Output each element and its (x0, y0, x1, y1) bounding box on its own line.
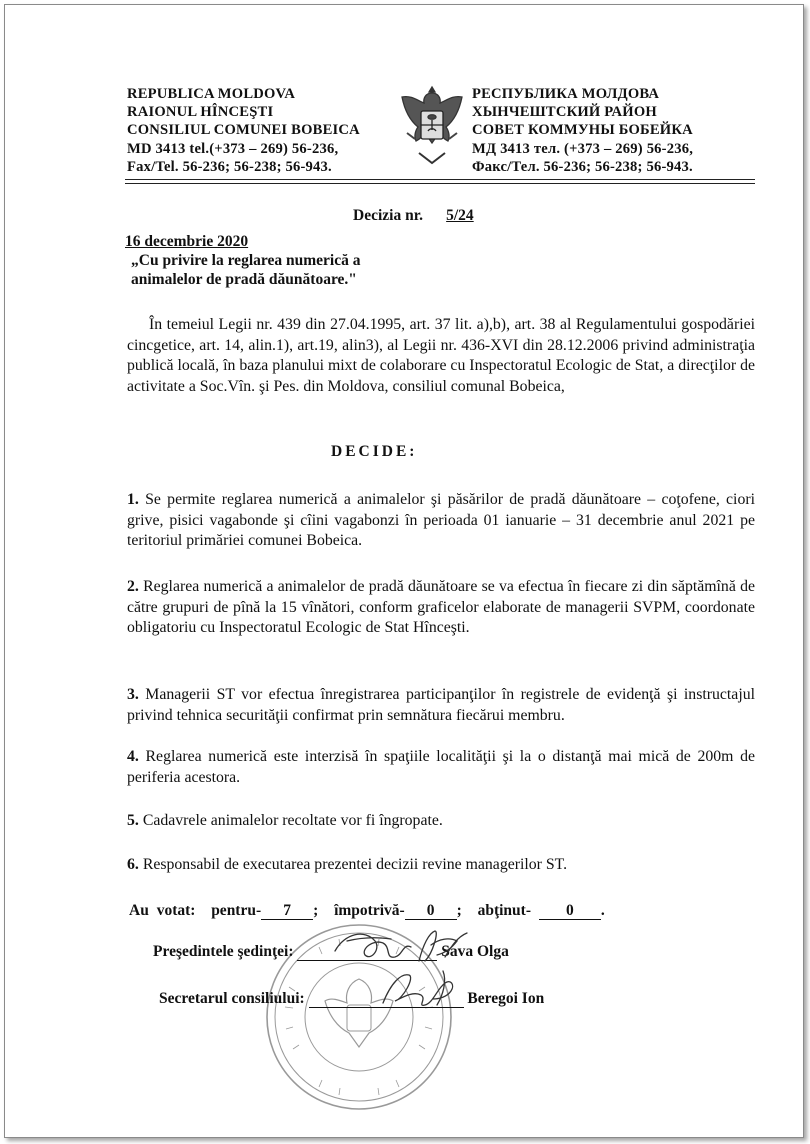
point-number: 2. (127, 578, 139, 595)
votes-abstain-value: 0 (539, 903, 601, 920)
header-divider-thin (125, 183, 755, 184)
decision-point (127, 490, 755, 552)
votes-for-label: pentru- (211, 902, 262, 919)
secretary-handwritten-signature-icon (373, 965, 473, 1015)
votes-abstain-label: abţinut- (477, 902, 531, 919)
decision-title (353, 207, 493, 225)
moldova-coat-of-arms-icon (397, 83, 467, 169)
votes-label: Au votat: (129, 902, 196, 919)
header-left-line: RAIONUL HÎNCEŞTI (127, 104, 274, 121)
point-text: Cadavrele animalelor recoltate vor fi îngropate. (142, 812, 443, 829)
point-number: 6. (127, 856, 139, 873)
point-text: Reglarea numerică a animalelor de pradă dăunătoare se va efectua în fiecare zi din săptămînă de către grupuri de pînă la 15 vînători, conform graficelor elaborate de managerii SVPM, coordonate obligatoriu cu Inspectoratul Ecologic de Stat Hînceşti. (127, 578, 755, 636)
header-right-line: Факс/Тел. 56-236; 56-238; 56-943. (472, 158, 693, 175)
votes-against-label: împotrivă- (334, 902, 405, 919)
vote-summary: Au votat: pentru- 7 ; împotrivă- 0 ; abţinut- 0 . (129, 902, 605, 919)
header-right (472, 85, 693, 176)
point-text: Se permite reglarea numerică a animalelor şi păsărilor de pradă dăunătoare – coţofene, ciori grive, pisici vagabonde şi cîini vagabonzi în perioada 01 ianuarie – 31 decembrie anul 2021 pe teritoriul primăriei comunei Bobeica. (127, 491, 755, 549)
votes-against-value: 0 (405, 903, 457, 920)
point-text: Responsabil de executarea prezentei decizii revine managerilor ST. (142, 856, 568, 873)
header-divider (125, 179, 755, 180)
secretary-signature-row (159, 990, 544, 1008)
intro-paragraph: În temeiul Legii nr. 439 din 27.04.1995, art. 37 lit. a),b), art. 38 al Regulamentului gospodăriei cincgetice, art. 14, alin.1), art.19, alin3), al Legii nr. 436-XVI din 28.12.2006 privind administraţia publică locală, în baza planului mixt de colaborare cu Inspectoratul Ecologic de Stat, a direcţilor de activitate a Soc.Vîn. şi Pes. din Moldova, consiliul comunal Bobeica, (127, 316, 755, 395)
header-left-line: MD 3413 tel.(+373 – 269) 56-236, (127, 140, 339, 157)
header-left-line: REPUBLICA MOLDOVA (127, 86, 296, 102)
point-number: 3. (127, 686, 139, 703)
decision-subject (131, 251, 531, 289)
subject-line: „Cu privire la reglarea numerică a (131, 252, 361, 269)
decision-label: Decizia nr. (353, 207, 424, 224)
point-number: 5. (127, 812, 139, 829)
chair-label: Preşedintele şedinţei: (153, 943, 294, 960)
chair-name: Sava Olga (441, 943, 509, 960)
point-number: 4. (127, 748, 139, 765)
decision-number: 5/24 (446, 207, 474, 224)
point-text: Managerii ST vor efectua înregistrarea participanţilor în registrele de evidenţă şi instructajul privind tehnica securităţii confirmat prin semnătura fiecărui membru. (127, 686, 755, 724)
header-left-line: CONSILIUL COMUNEI BOBEICA (127, 122, 360, 139)
header-right-line: РЕСПУБЛИКА МОЛДОВА (472, 86, 660, 102)
decision-point (127, 685, 755, 726)
header-left (127, 85, 360, 176)
point-text: Reglarea numerică este interzisă în spaţiile localităţii şi la o distanţă mai mică de 200m de periferia acestora. (127, 748, 755, 786)
secretary-label: Secretarul consiliului: (159, 990, 305, 1007)
subject-line: animalelor de pradă dăunătoare." (131, 271, 357, 288)
decision-point (127, 855, 755, 876)
decide-heading: DECIDE: (331, 443, 418, 460)
decision-point (127, 747, 755, 788)
header-right-line: МД 3413 тел. (+373 – 269) 56-236, (472, 140, 694, 157)
document-page (4, 4, 804, 1138)
header-right-line: СОВЕТ КОММУНЫ БОБЕЙКА (472, 122, 693, 139)
point-number: 1. (127, 491, 139, 508)
header-left-line: Fax/Tel. 56-236; 56-238; 56-943. (127, 158, 332, 175)
header-right-line: ХЫНЧЕШТСКИЙ РАЙОН (472, 104, 657, 121)
decision-point (127, 577, 755, 639)
votes-for-value: 7 (261, 903, 313, 920)
decision-date: 16 decembrie 2020 (125, 233, 249, 250)
decision-point (127, 811, 755, 832)
chair-handwritten-signature-icon (327, 921, 487, 971)
secretary-name: Beregoi Ion (467, 990, 545, 1007)
